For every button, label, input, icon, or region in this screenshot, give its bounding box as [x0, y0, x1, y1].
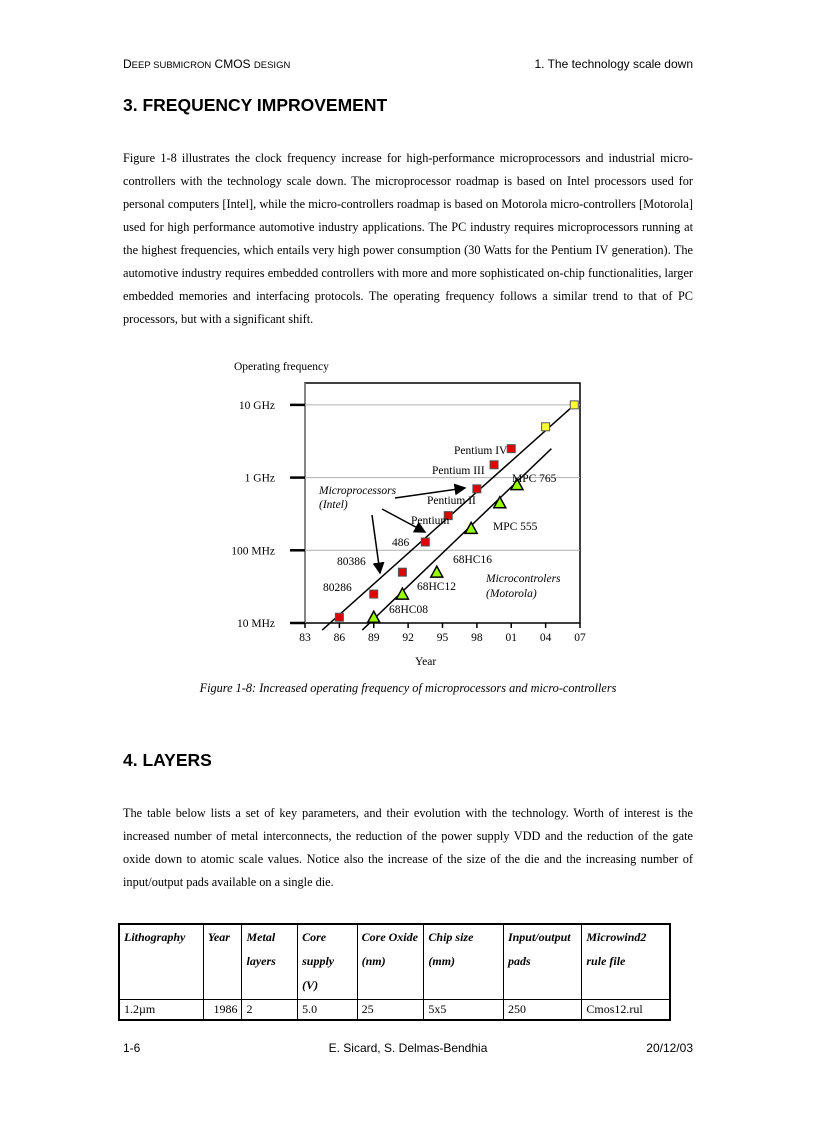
footer-page-number: 1-6: [123, 1041, 141, 1055]
group-label-intel: (Intel): [319, 499, 348, 511]
running-header-left: [123, 57, 290, 71]
label-80286: 80286: [323, 582, 352, 594]
label-mpc-765: MPC 765: [512, 473, 557, 485]
intel-point: [335, 613, 343, 621]
header-chip-size: Chip size (mm): [424, 924, 504, 1000]
header-year: Year: [203, 924, 242, 1000]
intel-point: [490, 461, 498, 469]
label-486: 486: [392, 537, 410, 549]
label-pentium-iv: Pentium IV: [454, 445, 508, 457]
header-initial: D: [123, 57, 132, 71]
x-tick-label: 98: [471, 632, 483, 644]
cell-core-supply: 5.0: [298, 1000, 358, 1021]
x-tick-label: 83: [299, 632, 311, 644]
header-rule-file: Microwind2 rule file: [582, 924, 670, 1000]
group-label-microprocessors: Microprocessors: [319, 485, 397, 497]
table-row: [119, 1000, 670, 1021]
cell-chip-size: 5x5: [424, 1000, 504, 1021]
y-axis-title: Operating frequency: [234, 361, 329, 373]
label-mpc-555: MPC 555: [493, 521, 538, 533]
header-core-supply: Core supply (V): [298, 924, 358, 1000]
projected-point: [542, 423, 550, 431]
header-smallcaps-1: EEP SUBMICRON: [131, 60, 212, 71]
footer-date: 20/12/03: [646, 1041, 693, 1055]
label-pentium-ii: Pentium II: [427, 495, 476, 507]
running-header-right: 1. The technology scale down: [534, 57, 693, 71]
x-tick-label: 86: [333, 632, 346, 644]
technology-parameters-table: [118, 923, 671, 1021]
motorola-point: [465, 522, 477, 533]
header-core-oxide: Core Oxide (nm): [357, 924, 424, 1000]
group-label-microcontrolers: Microcontrolers: [486, 573, 561, 585]
table-header-row: [119, 924, 670, 1000]
y-tick-label: 10 MHz: [236, 618, 275, 630]
label-68hc16: 68HC16: [453, 554, 492, 566]
intel-point: [421, 538, 429, 546]
y-tick-label: 100 MHz: [231, 545, 275, 558]
frequency-chart: [220, 352, 600, 672]
label-68hc12: 68HC12: [417, 581, 456, 593]
intel-point: [370, 590, 378, 598]
section-3-paragraph: Figure 1-8 illustrates the clock frequency increase for high-performance microprocessors and industrial micro-controllers with the technology scale down. The microprocessor roadmap is based on Intel processors used for personal computers [Intel], while the micro-controllers roadmap is based on Motorola micro-controllers [Motorola] used for high performance automotive industry applications. The PC industry requires microprocessors running at the highest frequencies, which entails very high power consumption (30 Watts for the Pentium IV generation). The automotive industry requires embedded controllers with more and more sophisticated on-chip functionalities, larger embedded memories and interfacing protocols. The operating frequency follows a similar trend to that of PC processors, but with a significant shift.: [123, 151, 693, 326]
x-tick-label: 01: [505, 632, 517, 644]
x-tick-label: 89: [368, 632, 380, 644]
section-4-paragraph: The table below lists a set of key parameters, and their evolution with the technology. Worth of interest is the increased number of metal interconnects, the reduction of the power supply VDD and the reduction of the gate oxide down to atomic scale values. Notice also the increase of the size of the die and the increasing number of input/output pads available on a single die.: [123, 806, 693, 889]
motorola-point: [431, 566, 443, 577]
x-tick-label: 95: [436, 632, 449, 644]
figure-caption: Figure 1-8: Increased operating frequency of microprocessors and micro-controllers: [199, 681, 617, 695]
group-label-motorola: (Motorola): [486, 588, 537, 600]
cell-rule-file: Cmos12.rul: [582, 1000, 670, 1021]
cell-lithography: 1.2µm: [119, 1000, 203, 1021]
header-smallcaps-2: DESIGN: [253, 60, 291, 71]
y-tick-label: 10 GHz: [238, 399, 275, 412]
footer-authors: E. Sicard, S. Delmas-Bendhia: [328, 1041, 488, 1055]
header-lithography: Lithography: [119, 924, 203, 1000]
x-tick-label: 04: [539, 632, 552, 644]
motorola-point: [368, 611, 380, 622]
intel-point: [398, 568, 406, 576]
frequency-chart-svg: [220, 352, 600, 672]
label-68hc08: 68HC08: [389, 604, 428, 616]
section-4-title: 4. LAYERS: [123, 750, 212, 770]
projected-point: [570, 401, 578, 409]
x-tick-label: 07: [574, 632, 586, 644]
cell-year: 1986: [203, 1000, 242, 1021]
label-80386: 80386: [337, 556, 366, 568]
cell-io-pads: 250: [503, 1000, 581, 1021]
cell-core-oxide: 25: [357, 1000, 424, 1021]
cell-metal-layers: 2: [242, 1000, 298, 1021]
y-tick-label: 1 GHz: [244, 472, 275, 485]
x-axis-title: Year: [415, 656, 437, 668]
x-tick-label: 92: [402, 632, 414, 644]
intel-point: [473, 485, 481, 493]
section-3-title: 3. FREQUENCY IMPROVEMENT: [123, 95, 388, 115]
label-pentium-iii: Pentium III: [432, 465, 485, 477]
header-io-pads: Input/output pads: [503, 924, 581, 1000]
label-pentium: Pentium: [411, 515, 450, 527]
header-middle: CMOS: [211, 57, 254, 71]
motorola-point: [396, 588, 408, 599]
intel-arrow-80386: [372, 515, 380, 573]
header-metal-layers: Metal layers: [242, 924, 298, 1000]
intel-point: [507, 445, 515, 453]
